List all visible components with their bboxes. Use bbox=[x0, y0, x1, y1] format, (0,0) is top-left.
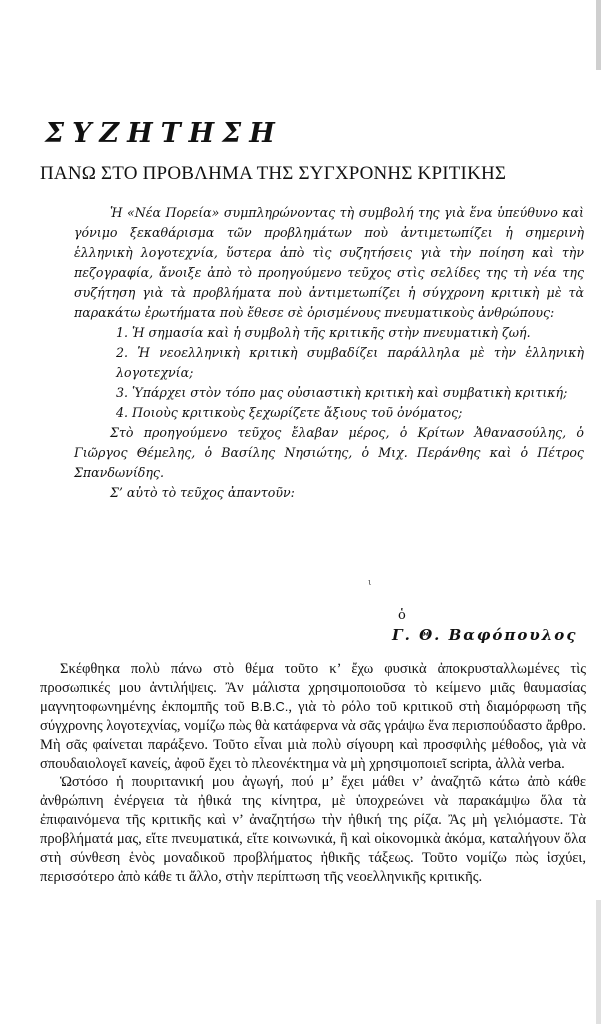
intro-paragraph: Ἡ «Νέα Πορεία» συμπληρώνοντας τὴ συμβολή της γιὰ ἕνα ὑπεύθυνο καὶ γόνιμο ξεκαθάρισμα τῶν προβλημάτων ποὺ ἀντιμετωπίζει ἡ σημερινὴ ἑλληνικὴ λογοτεχνία, ὕστερα ἀπὸ τὶς συζητήσεις γιὰ τὴν ποίηση καὶ τὴν πεζογραφία, ἄνοιξε ἀπὸ τὸ προηγούμενο τεῦχος στὶς σελίδες της τὴ νέα της συζήτηση γιὰ τὰ προβλήματα ποὺ ἀντιμετωπίζει ἡ σύγχρονη κριτικὴ μὲ τὰ παρακάτω ἐρωτήματα ποὺ ἔθεσε σὲ ὁρισμένους πνευματικοὺς ἀνθρώπους: bbox=[74, 205, 584, 320]
intro-text bbox=[74, 203, 584, 503]
question-number: 1. bbox=[116, 325, 129, 340]
body-paragraph: Ὡστόσο ἡ πουριτανική μου ἀγωγή, πού μ’ ἔχει μάθει ν’ ἀναζητῶ κάτω ἀπὸ κάθε ἀνθρώπινη ἐνέργεια τὰ ἠθικά της κίνητρα, μὲ ὑποχρεώνει νὰ παρακάμψω ὅλα τὰ ἐπιφαινόμενα τῆς κριτικῆς καὶ ν’ ἀναζητήσω τὴν ἠθική της ρίζα. Ἂς μὴ γελιόμαστε. Τὰ προβλήματά μας, εἴτε πνευματικά, εἴτε κοινωνικά, ἢ καὶ οἰκονομικὰ ἀκόμα, καταλήγουν ὅλα στὴ σύνθεση ἑνὸς μοναδικοῦ προβλήματος ἠθικῆς τάξεως. Τοῦτο νομίζω πὼς ἰσχύει, περισσότερο ἀπὸ κάθε τι ἄλλο, στὴν περίπτωση τῆς νεοελληνικῆς κριτικῆς. bbox=[40, 774, 586, 885]
section-subtitle: ΠΑΝΩ ΣΤΟ ΠΡΟΒΛΗΜΑ ΤΗΣ ΣΥΓΧΡΟΝΗΣ ΚΡΙΤΙΚΗΣ bbox=[40, 163, 507, 184]
question-text: Ἡ νεοελληνικὴ κριτικὴ συμβαδίζει παράλληλα μὲ τὴν ἑλληνικὴ λογοτεχνία; bbox=[116, 345, 584, 380]
question-number: 3. bbox=[116, 385, 129, 400]
question-text: Ποιοὺς κριτικοὺς ξεχωρίζετε ἄξιους τοῦ ὀνόματος; bbox=[132, 405, 463, 420]
bbc-abbrev: B.B.C. bbox=[250, 698, 289, 714]
body-paragraph bbox=[40, 660, 586, 773]
body-text: , ἀλλὰ bbox=[488, 755, 529, 772]
question-number: 4. bbox=[116, 405, 129, 420]
latin-word-scripta: scripta bbox=[449, 755, 489, 771]
section-title: ΣΥΖΗΤΗΣΗ bbox=[45, 118, 283, 149]
question-item bbox=[74, 323, 584, 343]
this-issue-line: Σ’ αὐτὸ τὸ τεῦχος ἀπαντοῦν: bbox=[110, 485, 295, 500]
article-body bbox=[40, 660, 586, 887]
question-text: Ὑπάρχει στὸν τόπο μας οὐσιαστικὴ κριτικὴ καὶ συμβατικὴ κριτική; bbox=[132, 385, 568, 400]
question-item bbox=[74, 403, 584, 423]
byline-article: ὁ bbox=[398, 608, 406, 623]
author-name: Γ. Θ. Βαφόπουλος bbox=[392, 626, 578, 644]
question-number: 2. bbox=[116, 345, 129, 360]
body-text: Σκέφθηκα πολὺ πάνω στὸ θέμα τοῦτο κ’ ἔχω φυσικὰ ἀποκρυσταλλωμένες τὶς προσωπικές μου ἀντιλήψεις. Ἂν μάλιστα χρησιμοποιοῦσα τὸ κείμενο μιᾶς θαυμασίας μαγνητοφωνημένης ἐκπομπῆς τοῦ bbox=[40, 661, 586, 715]
latin-word-verba: verba bbox=[528, 755, 562, 771]
question-text: Ἡ σημασία καὶ ἡ συμβολὴ τῆς κριτικῆς στὴν πνευματικὴ ζωή. bbox=[132, 325, 531, 340]
body-text: , γιὰ τὸ ρόλο τοῦ κριτικοῦ στὴ διαμόρφωση τῆς σύγχρονης λογοτεχνίας, νομίζω πὼς θὰ κατάφερνα νὰ σᾶς γράψω ἕνα περισπούδαστο ἄρθρο. Μὴ σᾶς φαίνεται παράξενο. Τοῦτο εἶναι μιὰ πολὺ σίγουρη καὶ προσφιλὴς μέθοδος, γιὰ νὰ σπουδαιολογεῖ κανείς, ἀφοῦ ἔχει τὸ πλεονέκτημα νὰ μὴ χρησιμοποιεῖ bbox=[40, 698, 586, 772]
question-item bbox=[74, 383, 584, 403]
question-item bbox=[74, 343, 584, 383]
participants-paragraph: Στὸ προηγούμενο τεῦχος ἔλαβαν μέρος, ὁ Κρίτων Ἀθανασούλης, ὁ Γιῶργος Θέμελης, ὁ Βασίλης Νησιώτης, ὁ Μιχ. Περάνθης καὶ ὁ Πέτρος Σπανδωνίδης. bbox=[74, 425, 584, 480]
scan-edge-shadow bbox=[596, 900, 601, 1024]
stray-mark: ι bbox=[368, 578, 372, 588]
scan-edge-shadow bbox=[596, 0, 601, 70]
body-text: . bbox=[561, 755, 565, 772]
